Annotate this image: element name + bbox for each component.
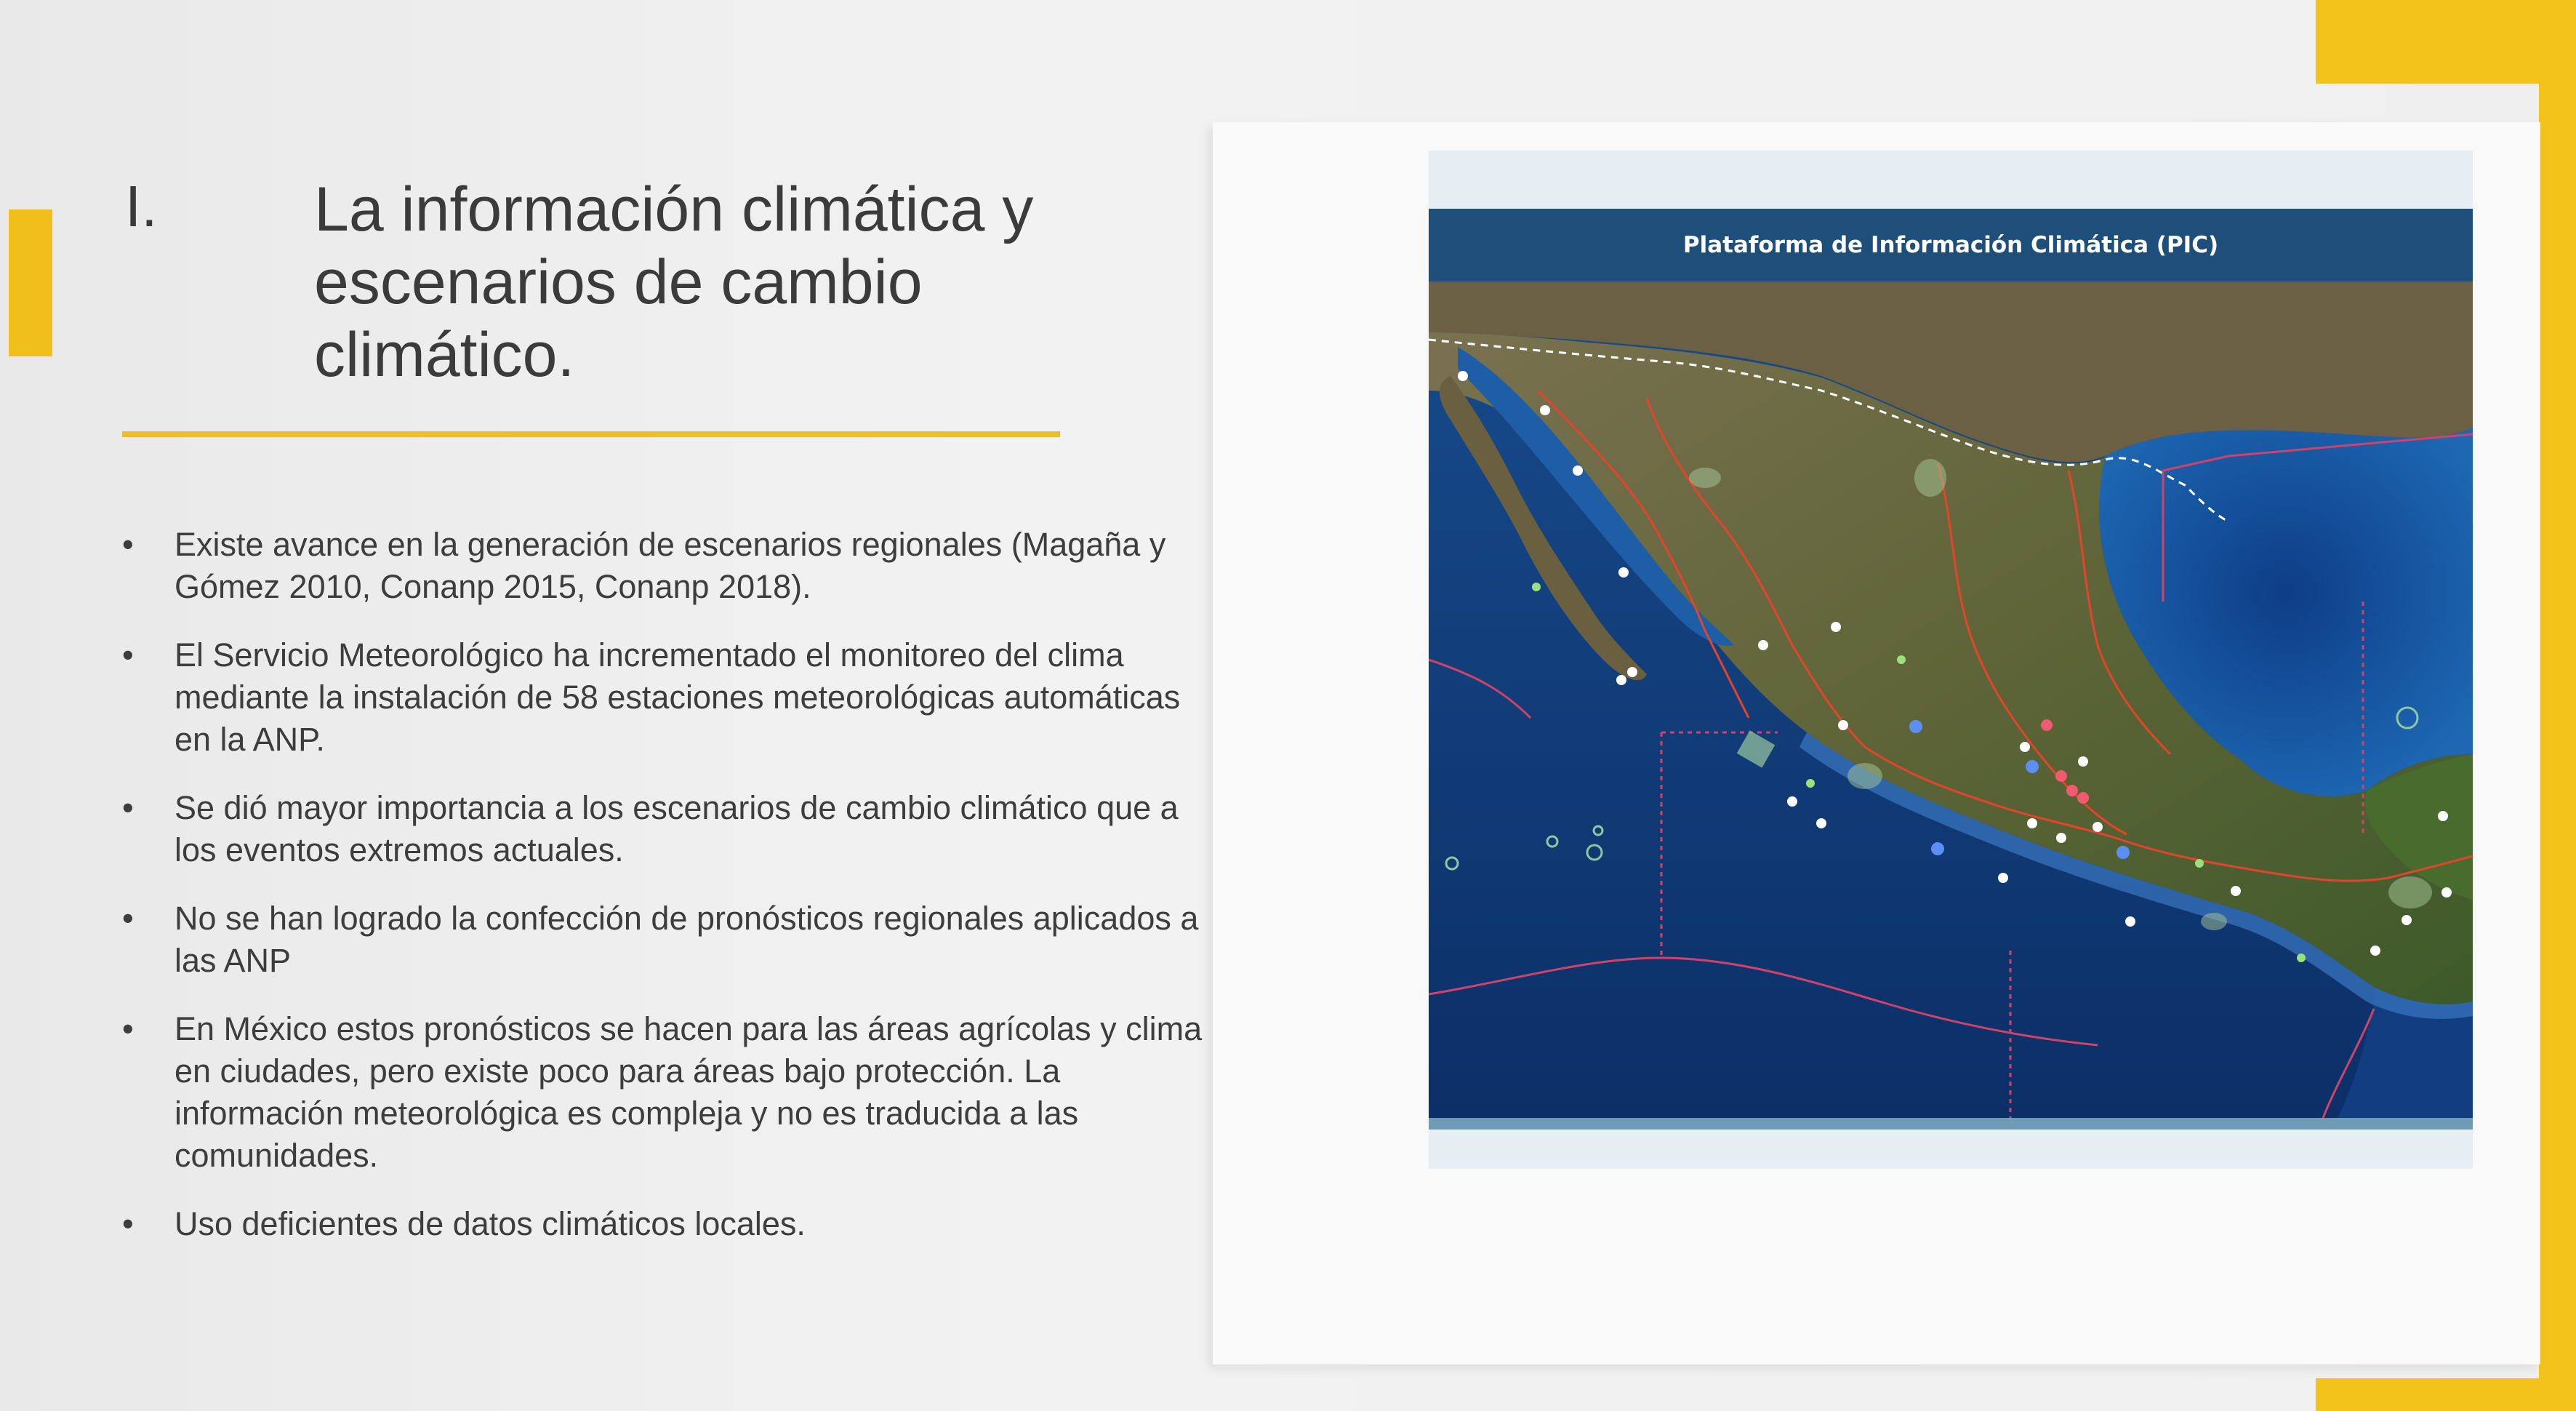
station-marker — [1458, 371, 1468, 381]
station-marker-green — [1532, 583, 1541, 591]
station-marker — [1616, 675, 1626, 685]
station-marker — [1573, 465, 1583, 476]
title-underline — [122, 431, 1060, 437]
protected-area — [2388, 876, 2432, 908]
slide-title: La información climática y escenarios de cambio climático. — [314, 175, 1034, 390]
station-marker-red — [2066, 785, 2078, 796]
station-marker — [1627, 667, 1637, 677]
station-marker — [1838, 720, 1848, 730]
station-marker — [1998, 873, 2008, 883]
station-marker — [2093, 822, 2103, 832]
station-marker-red — [2041, 719, 2053, 731]
accent-bar-right — [2539, 0, 2576, 1411]
station-marker — [2438, 811, 2448, 821]
bullet-item — [116, 1008, 1221, 1177]
station-marker-green — [1806, 779, 1815, 788]
station-marker — [2078, 756, 2088, 767]
bullet-text: • El Servicio Meteorológico ha incrementado el monitoreo del clima mediante la instalación de 58 estaciones meteorológicas automáticas en la ANP. — [174, 636, 1181, 758]
bullet-item — [116, 524, 1221, 608]
station-marker-green — [1897, 655, 1906, 664]
station-marker — [2370, 946, 2380, 956]
station-marker — [1816, 818, 1826, 828]
bullet-text: • En México estos pronósticos se hacen para las áreas agrícolas y clima en ciudades, pero existe poco para áreas bajo protección. La información meteorológica es compleja y no es traducida a las comunidades. — [174, 1010, 1203, 1174]
station-marker-blue — [1909, 720, 1922, 733]
station-marker — [2020, 742, 2030, 752]
station-marker — [1540, 405, 1550, 415]
station-marker — [2441, 887, 2452, 898]
station-marker — [1787, 796, 1797, 807]
station-marker — [2027, 818, 2037, 828]
station-marker-blue — [2116, 846, 2130, 859]
station-marker-red — [2055, 770, 2067, 782]
protected-area — [1847, 763, 1882, 789]
accent-marker-left — [9, 209, 52, 356]
bullet-text: • Uso deficientes de datos climáticos locales. — [174, 1205, 806, 1242]
bullet-text: • No se han logrado la confección de pronósticos regionales aplicados a las ANP — [174, 900, 1199, 979]
bullet-text: • Se dió mayor importancia a los escenarios de cambio climático que a los eventos extremos actuales. — [174, 789, 1179, 868]
section-number: I. — [125, 174, 158, 239]
accent-block-bottom-right — [2316, 1378, 2576, 1411]
station-marker-red — [2077, 792, 2089, 804]
station-marker — [2402, 915, 2412, 925]
station-marker — [2231, 886, 2241, 896]
protected-area — [1914, 459, 1946, 497]
station-marker — [2056, 833, 2066, 843]
station-marker-green — [2195, 859, 2204, 868]
map-header: Plataforma de Información Climática (PIC) — [1429, 209, 2473, 281]
bullet-item — [116, 898, 1221, 982]
station-marker — [1618, 567, 1629, 577]
map-bottom-bar — [1429, 1118, 2473, 1130]
bullet-item — [116, 1203, 1221, 1245]
station-marker-blue — [2026, 760, 2039, 773]
bullet-item — [116, 634, 1221, 761]
accent-block-top-right — [2316, 0, 2576, 84]
station-marker-green — [2297, 954, 2306, 962]
map-svg — [1429, 281, 2473, 1118]
protected-area — [2201, 913, 2227, 930]
station-marker — [1758, 640, 1768, 650]
protected-area — [1689, 468, 1721, 488]
station-marker — [1831, 622, 1841, 632]
station-marker — [2125, 916, 2135, 927]
bullet-list — [116, 524, 1221, 1271]
bullet-item — [116, 787, 1221, 871]
bullet-text: • Existe avance en la generación de escenarios regionales (Magaña y Gómez 2010, Conanp 2015, Conanp 2018). — [174, 526, 1166, 605]
station-marker-blue — [1931, 842, 1944, 855]
satellite-map — [1429, 281, 2473, 1118]
